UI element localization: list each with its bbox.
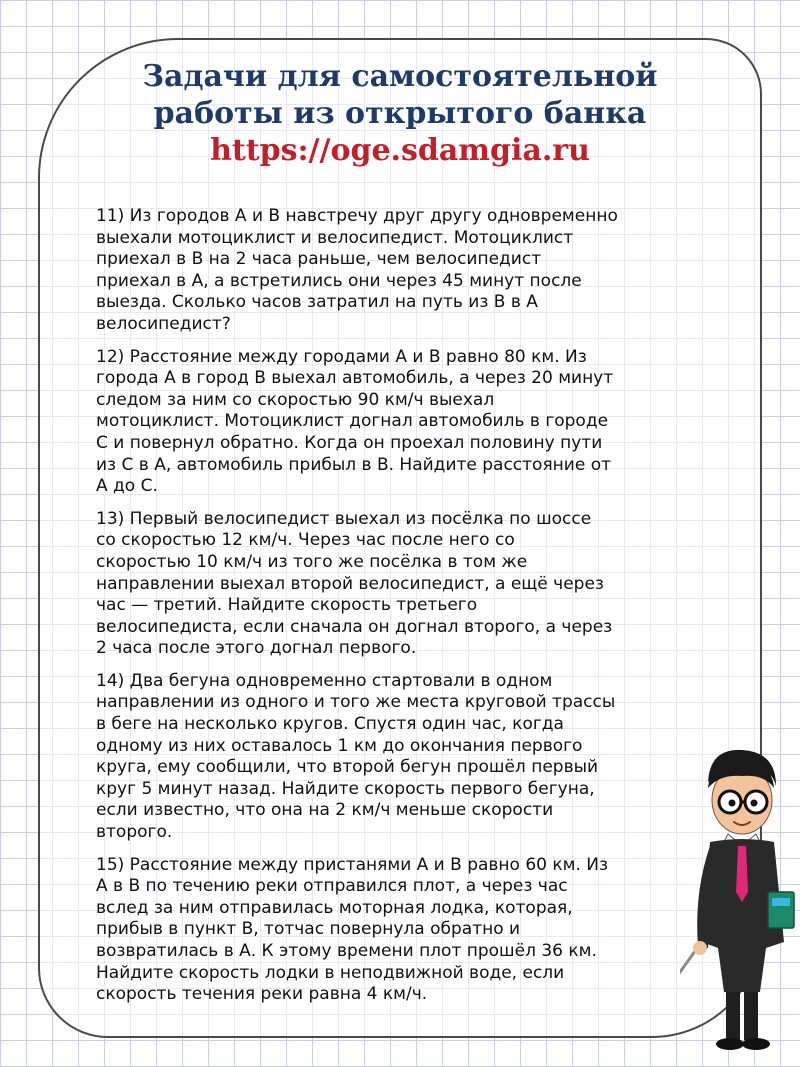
task-line: прибыв в пункт В, тотчас повернула обратно и bbox=[96, 919, 521, 940]
title-line-1: Задачи для самостоятельной bbox=[142, 59, 658, 94]
title-line-2: работы из открытого банка bbox=[153, 96, 647, 131]
task-number: 14) bbox=[96, 670, 130, 691]
task-line: если известно, что она на 2 км/ч меньше скорости bbox=[96, 800, 554, 821]
page-title bbox=[38, 58, 762, 169]
task-list bbox=[96, 206, 716, 1017]
task-12 bbox=[96, 347, 716, 498]
task-line: Два бегуна одновременно стартовали в одном bbox=[129, 670, 553, 691]
task-line: выехали мотоциклист и велосипедист. Мотоциклист bbox=[96, 227, 574, 248]
task-line: круга, ему сообщили, что второй бегун прошёл первый bbox=[96, 757, 599, 778]
pointer-stick-icon bbox=[680, 947, 698, 1000]
task-number: 12) bbox=[96, 346, 130, 367]
task-line: из С в А, автомобиль прибыл в В. Найдите расстояние от bbox=[96, 454, 612, 475]
tie-icon bbox=[736, 846, 748, 902]
book-icon bbox=[768, 892, 794, 928]
task-line: велосипедист? bbox=[96, 313, 231, 334]
task-line: круг 5 минут назад. Найдите скорость первого бегуна, bbox=[96, 778, 595, 799]
task-line: города А в город В выехал автомобиль, а через 20 минут bbox=[96, 368, 614, 389]
task-number: 11) bbox=[96, 206, 130, 226]
task-line: приехал в В на 2 часа раньше, чем велосипедист bbox=[96, 249, 542, 270]
task-line: возвратилась в А. К этому времени плот прошёл 36 км. bbox=[96, 941, 597, 961]
task-14 bbox=[96, 671, 716, 844]
task-line: А в В по течению реки отправился плот, а через час bbox=[96, 876, 568, 897]
task-line: выезда. Сколько часов затратил на путь из В в А bbox=[96, 292, 538, 313]
task-line: следом за ним со скоростью 90 км/ч выехал bbox=[96, 389, 495, 410]
task-line: направлении выехал второй велосипедист, а ещё через bbox=[96, 573, 604, 594]
task-13 bbox=[96, 509, 716, 660]
task-line: мотоциклист. Мотоциклист догнал автомобиль в городе bbox=[96, 411, 609, 432]
task-line: скоростью 10 км/ч из того же посёлка в том же bbox=[96, 551, 528, 572]
task-line: вслед за ним отправилась моторная лодка, которая, bbox=[96, 897, 573, 918]
teacher-character-illustration bbox=[680, 742, 800, 1062]
task-line: велосипедиста, если сначала он догнал второго, а через bbox=[96, 616, 613, 637]
shoe-icon bbox=[716, 1038, 744, 1050]
title-url: https://oge.sdamgia.ru bbox=[210, 133, 590, 168]
task-number: 15) bbox=[96, 854, 130, 875]
task-line: второго. bbox=[96, 822, 173, 843]
task-line: одному из них оставалось 1 км до окончания первого bbox=[96, 735, 583, 756]
task-15 bbox=[96, 855, 716, 1006]
task-line: Расстояние между пристанями А и В равно 60 км. Из bbox=[129, 854, 609, 875]
task-line: в беге на несколько кругов. Спустя один час, когда bbox=[96, 714, 564, 735]
task-line: Первый велосипедист выехал из посёлка по шоссе bbox=[129, 508, 592, 529]
task-line: час — третий. Найдите скорость третьего bbox=[96, 595, 478, 616]
task-line: 2 часа после этого догнал первого. bbox=[96, 638, 417, 659]
task-line: С и повернул обратно. Когда он проехал половину пути bbox=[96, 432, 603, 453]
task-line: со скоростью 12 км/ч. Через час после него со bbox=[96, 530, 515, 551]
task-11 bbox=[96, 206, 716, 336]
task-line: направлении из одного и того же места круговой трассы bbox=[96, 692, 616, 713]
task-line: Расстояние между городами А и В равно 80 км. Из bbox=[129, 346, 587, 367]
task-number: 13) bbox=[96, 508, 130, 529]
task-line: приехал в А, а встретились они через 45 минут после bbox=[96, 270, 582, 291]
task-line: Из городов А и В навстречу друг другу одновременно bbox=[129, 206, 618, 226]
task-line: Найдите скорость лодки в неподвижной воде, если bbox=[96, 962, 565, 983]
task-line: А до С. bbox=[96, 476, 158, 497]
task-line: скорость течения реки равна 4 км/ч. bbox=[96, 984, 428, 1005]
